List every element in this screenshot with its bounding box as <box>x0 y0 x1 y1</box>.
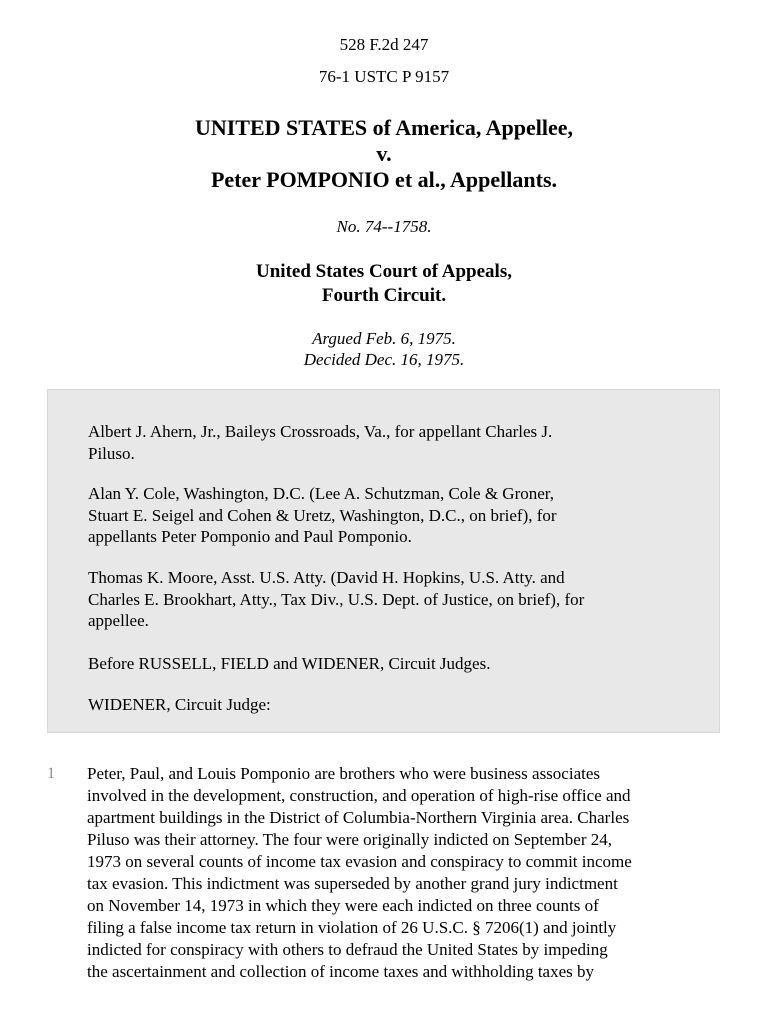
court-name: United States Court of Appeals, <box>256 261 512 282</box>
counsel-appellee: Thomas K. Moore, Asst. U.S. Atty. (David H. Hopkins, U.S. Atty. and Charles E. Brookhart, Atty., Tax Div., U.S. Dept. of Justice, on brief), for appellee. <box>88 568 585 630</box>
argued-date: Argued Feb. 6, 1975. <box>312 329 456 348</box>
ustc-citation: 76-1 USTC P 9157 <box>318 67 450 86</box>
caption-versus: v. <box>376 141 392 166</box>
decided-date: Decided Dec. 16, 1975. <box>303 350 465 369</box>
panel-judges: Before RUSSELL, FIELD and WIDENER, Circuit Judges. <box>88 654 491 673</box>
authoring-judge: WIDENER, Circuit Judge: <box>88 695 271 714</box>
caption-appellants: Peter POMPONIO et al., Appellants. <box>210 167 558 192</box>
caption-appellee: UNITED STATES of America, Appellee, <box>194 115 574 140</box>
paragraph-number: 1 <box>47 765 55 782</box>
reporter-citation: 528 F.2d 247 <box>339 35 429 54</box>
counsel-appellant-piluso: Albert J. Ahern, Jr., Baileys Crossroads, Va., for appellant Charles J. Piluso. <box>88 422 553 463</box>
opinion-paragraph: Peter, Paul, and Louis Pomponio are brothers who were business associates involved in the development, construction, and operation of high-rise office and apartment buildings in the District of Columbia-Northern Virginia area. Charles Piluso was their attorney. The four were originally indicted on September 24, 1973 on several counts of income tax evasion and conspiracy to commit income tax evasion. This indictment was superseded by another grand jury indictment on November 14, 1973 in which they were each indicted on three counts of filing a false income tax return in violation of 26 U.S.C. § 7206(1) and jointly indicted for conspiracy with others to defraud the United States by impeding the ascertainment and collection of income taxes and withholding taxes by <box>87 764 632 981</box>
court-circuit: Fourth Circuit. <box>321 285 447 306</box>
docket-number: No. 74--1758. <box>336 217 432 236</box>
counsel-appellants-pomponio: Alan Y. Cole, Washington, D.C. (Lee A. Schutzman, Cole & Groner, Stuart E. Seigel and Cohen & Uretz, Washington, D.C., on brief), for appellants Peter Pomponio and Paul Pomponio. <box>88 484 557 546</box>
counsel-section <box>47 389 720 733</box>
